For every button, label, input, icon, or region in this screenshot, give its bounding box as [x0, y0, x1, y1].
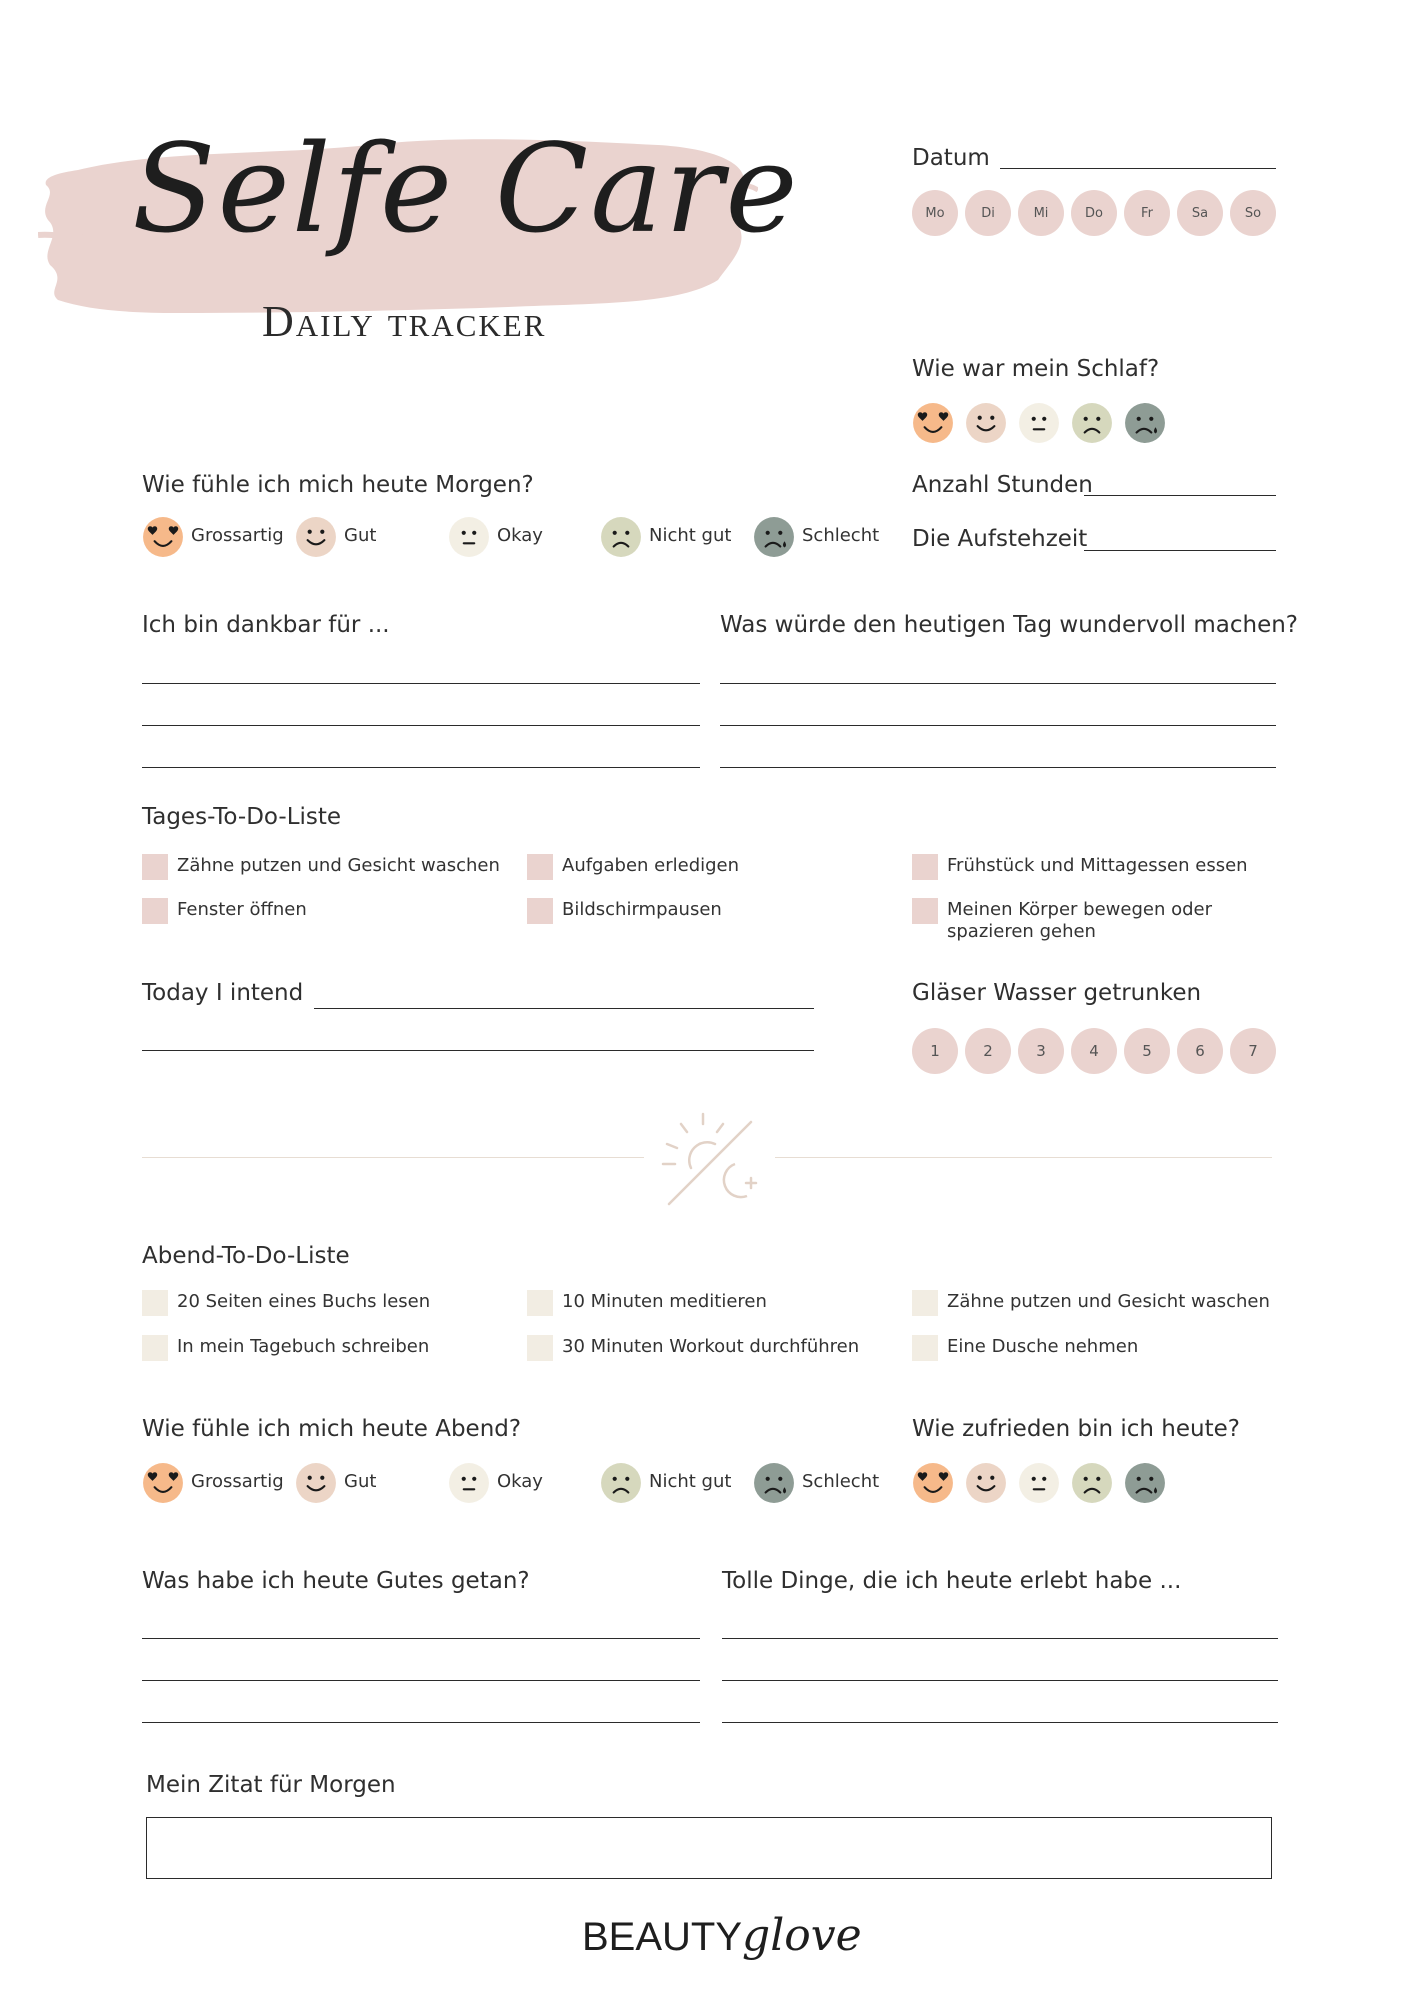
divider-line-right — [775, 1157, 1272, 1158]
weekday-mi[interactable]: Mi — [1018, 190, 1064, 236]
okay-face-icon[interactable] — [448, 1462, 490, 1504]
good-deeds-title: Was habe ich heute Gutes getan? — [142, 1568, 530, 1594]
todo-item: Aufgaben erledigen — [562, 855, 740, 876]
not-good-face-icon[interactable] — [600, 1462, 642, 1504]
evening-todo-title: Abend-To-Do-Liste — [142, 1243, 350, 1269]
weekday-mo[interactable]: Mo — [912, 190, 958, 236]
quote-label: Mein Zitat für Morgen — [146, 1772, 396, 1798]
evening-checkbox[interactable] — [912, 1290, 938, 1316]
sleep-question: Wie war mein Schlaf? — [912, 356, 1160, 382]
water-glass-3[interactable]: 3 — [1018, 1028, 1064, 1074]
day-todo-title: Tages-To-Do-Liste — [142, 804, 342, 830]
evening-checkbox[interactable] — [142, 1335, 168, 1361]
evening-item: In mein Tagebuch schreiben — [177, 1336, 430, 1357]
intend-line[interactable] — [314, 1008, 814, 1009]
todo-item: Fenster öffnen — [177, 899, 307, 920]
evening-mood-question: Wie fühle ich mich heute Abend? — [142, 1416, 522, 1442]
water-glass-4[interactable]: 4 — [1071, 1028, 1117, 1074]
wonderful-day-title: Was würde den heutigen Tag wundervoll machen? — [720, 612, 1298, 638]
great-face-icon[interactable] — [912, 402, 954, 444]
date-label: Datum — [912, 145, 990, 171]
wake-time-line[interactable] — [1084, 550, 1276, 551]
brand-script: glove — [742, 1910, 862, 1961]
mood-option-label: Schlecht — [802, 525, 880, 546]
water-glass-5[interactable]: 5 — [1124, 1028, 1170, 1074]
wonderful-day-line[interactable] — [720, 767, 1276, 768]
wonderful-day-line[interactable] — [720, 683, 1276, 684]
evening-checkbox[interactable] — [142, 1290, 168, 1316]
not-good-face-icon[interactable] — [1071, 402, 1113, 444]
todo-checkbox[interactable] — [527, 854, 553, 880]
brand-main: BEAUTY — [582, 1915, 743, 1959]
good-deeds-line[interactable] — [142, 1722, 700, 1723]
weekday-fr[interactable]: Fr — [1124, 190, 1170, 236]
great-face-icon[interactable] — [912, 1462, 954, 1504]
good-face-icon[interactable] — [295, 1462, 337, 1504]
morning-mood-question: Wie fühle ich mich heute Morgen? — [142, 472, 534, 498]
mood-option-label: Nicht gut — [649, 525, 732, 546]
evening-checkbox[interactable] — [527, 1335, 553, 1361]
water-glass-2[interactable]: 2 — [965, 1028, 1011, 1074]
bad-face-icon[interactable] — [1124, 1462, 1166, 1504]
great-face-icon[interactable] — [142, 516, 184, 558]
mood-option-label: Schlecht — [802, 1471, 880, 1492]
good-face-icon[interactable] — [965, 1462, 1007, 1504]
weekday-so[interactable]: So — [1230, 190, 1276, 236]
todo-checkbox[interactable] — [912, 854, 938, 880]
mood-option-label: Gut — [344, 525, 377, 546]
great-things-line[interactable] — [722, 1680, 1278, 1681]
hours-line[interactable] — [1084, 495, 1276, 496]
mood-option-label: Grossartig — [191, 1471, 284, 1492]
satisfaction-question: Wie zufrieden bin ich heute? — [912, 1416, 1240, 1442]
water-title: Gläser Wasser getrunken — [912, 980, 1202, 1006]
great-things-line[interactable] — [722, 1722, 1278, 1723]
intend-label: Today I intend — [142, 980, 304, 1006]
not-good-face-icon[interactable] — [1071, 1462, 1113, 1504]
great-things-title: Tolle Dinge, die ich heute erlebt habe ... — [722, 1568, 1182, 1594]
evening-item: Eine Dusche nehmen — [947, 1336, 1139, 1357]
mood-option-label: Nicht gut — [649, 1471, 732, 1492]
todo-checkbox[interactable] — [527, 898, 553, 924]
evening-item: 30 Minuten Workout durchführen — [562, 1336, 860, 1357]
todo-item: Zähne putzen und Gesicht waschen — [177, 855, 500, 876]
mood-option-label: Grossartig — [191, 525, 284, 546]
great-face-icon[interactable] — [142, 1462, 184, 1504]
gratitude-line[interactable] — [142, 683, 700, 684]
okay-face-icon[interactable] — [448, 516, 490, 558]
bad-face-icon[interactable] — [1124, 402, 1166, 444]
evening-checkbox[interactable] — [912, 1335, 938, 1361]
todo-item: Meinen Körper bewegen oder spazieren gehen — [947, 899, 1212, 942]
page-subtitle: Daily tracker — [262, 297, 547, 346]
weekday-sa[interactable]: Sa — [1177, 190, 1223, 236]
good-deeds-line[interactable] — [142, 1680, 700, 1681]
water-glass-6[interactable]: 6 — [1177, 1028, 1223, 1074]
good-face-icon[interactable] — [965, 402, 1007, 444]
wonderful-day-line[interactable] — [720, 725, 1276, 726]
gratitude-line[interactable] — [142, 767, 700, 768]
wake-time-label: Die Aufstehzeit — [912, 526, 1088, 552]
evening-item: 20 Seiten eines Buchs lesen — [177, 1291, 431, 1312]
good-face-icon[interactable] — [295, 516, 337, 558]
not-good-face-icon[interactable] — [600, 516, 642, 558]
gratitude-line[interactable] — [142, 725, 700, 726]
mood-option-label: Okay — [497, 1471, 543, 1492]
mood-option-label: Gut — [344, 1471, 377, 1492]
weekday-di[interactable]: Di — [965, 190, 1011, 236]
todo-checkbox[interactable] — [142, 854, 168, 880]
page-title: Selfe Care — [132, 118, 800, 260]
todo-checkbox[interactable] — [912, 898, 938, 924]
gratitude-title: Ich bin dankbar für ... — [142, 612, 390, 638]
weekday-do[interactable]: Do — [1071, 190, 1117, 236]
hours-label: Anzahl Stunden — [912, 472, 1093, 498]
evening-item: 10 Minuten meditieren — [562, 1291, 767, 1312]
date-line[interactable] — [1000, 168, 1276, 169]
intend-line[interactable] — [142, 1050, 814, 1051]
bad-face-icon[interactable] — [753, 1462, 795, 1504]
great-things-line[interactable] — [722, 1638, 1278, 1639]
sun-moon-icon — [655, 1108, 765, 1208]
brand-logo — [582, 1910, 862, 1961]
divider-line-left — [142, 1157, 644, 1158]
mood-option-label: Okay — [497, 525, 543, 546]
evening-item: Zähne putzen und Gesicht waschen — [947, 1291, 1270, 1312]
water-glass-7[interactable]: 7 — [1230, 1028, 1276, 1074]
quote-box[interactable] — [146, 1817, 1272, 1879]
okay-face-icon[interactable] — [1018, 402, 1060, 444]
evening-checkbox[interactable] — [527, 1290, 553, 1316]
okay-face-icon[interactable] — [1018, 1462, 1060, 1504]
todo-item: Frühstück und Mittagessen essen — [947, 855, 1248, 876]
water-glass-1[interactable]: 1 — [912, 1028, 958, 1074]
todo-item: Bildschirmpausen — [562, 899, 722, 920]
todo-checkbox[interactable] — [142, 898, 168, 924]
good-deeds-line[interactable] — [142, 1638, 700, 1639]
bad-face-icon[interactable] — [753, 516, 795, 558]
